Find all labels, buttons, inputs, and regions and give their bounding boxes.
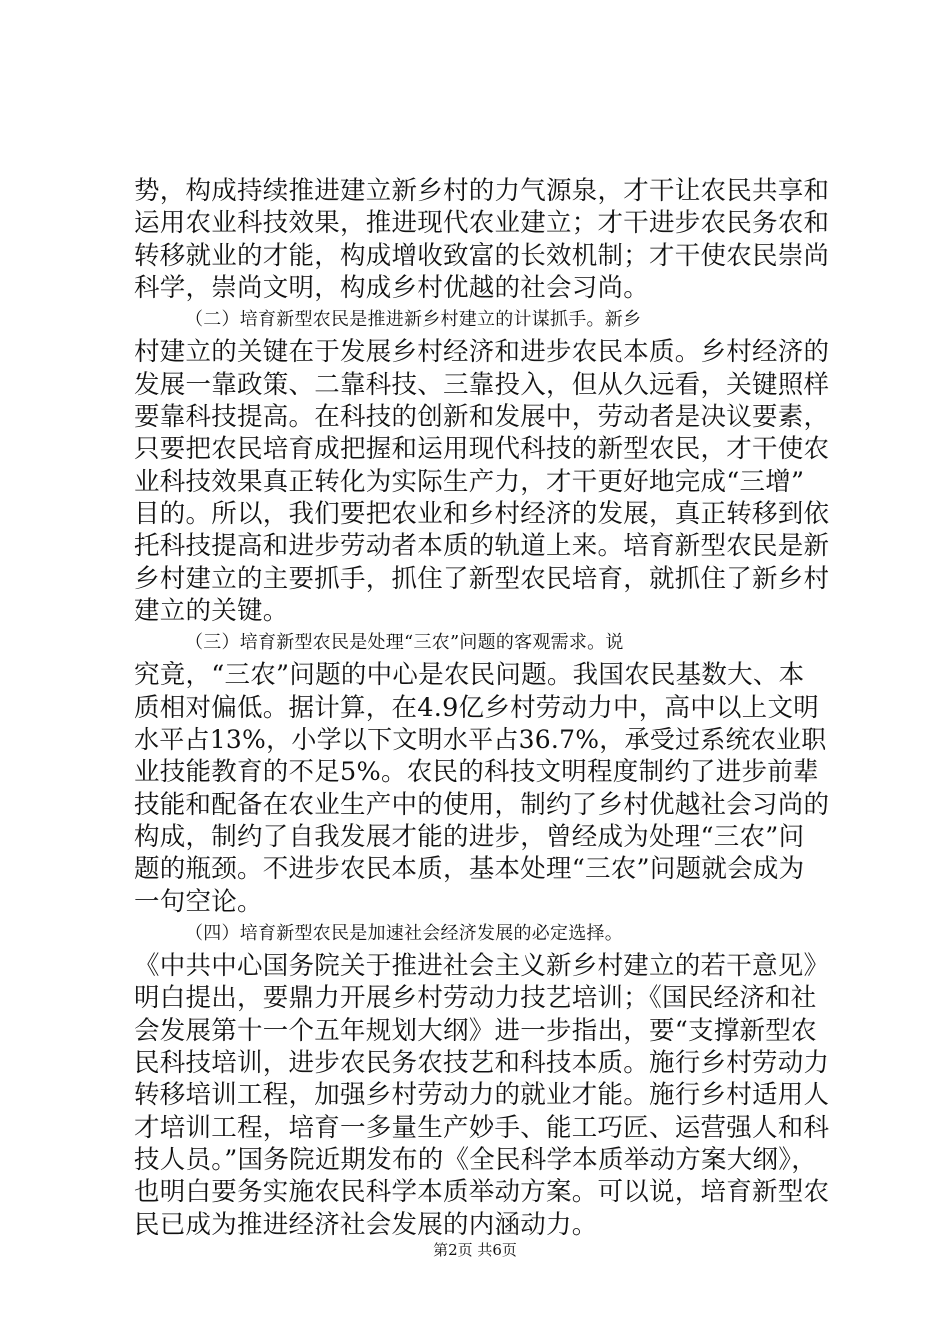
- text-line: 乡村建立的主要抓手，抓住了新型农民培育，就抓住了新乡村: [134, 563, 830, 594]
- text-line: （三）培育新型农民是处理“三农”问题的客观需求。说: [185, 632, 624, 654]
- text-line: 究竟，“三农”问题的中心是农民问题。我国农民基数大、本: [134, 660, 805, 691]
- text-line: 构成，制约了自我发展才能的进步，曾经成为处理“三农”问: [134, 821, 805, 852]
- text-line: 运用农业科技效果，推进现代农业建立；才干进步农民务农和: [134, 208, 830, 239]
- text-line: 会发展第十一个五年规划大纲》进一步指出，要“支撑新型农: [134, 1015, 817, 1046]
- text-line: 目的。所以，我们要把农业和乡村经济的发展，真正转移到依: [134, 498, 830, 529]
- text-line: 明白提出，要鼎力开展乡村劳动力技艺培训；《国民经济和社: [134, 983, 817, 1014]
- text-line: 发展一靠政策、二靠科技、三靠投入，但从久远看，关键照样: [134, 369, 830, 400]
- text-line: 科学，崇尚文明，构成乡村优越的社会习尚。: [134, 272, 650, 303]
- text-line: 转移培训工程，加强乡村劳动力的就业才能。施行乡村适用人: [134, 1080, 830, 1111]
- text-line: 一句空论。: [134, 886, 263, 917]
- text-line: 题的瓶颈。不进步农民本质，基本处理“三农”问题就会成为: [134, 854, 805, 885]
- text-line: 民科技培训，进步农民务农技艺和科技本质。施行乡村劳动力: [134, 1048, 830, 1079]
- text-line: （二）培育新型农民是推进新乡村建立的计谋抓手。新乡: [185, 309, 642, 331]
- text-line: 质相对偏低。据计算，在4.9亿乡村劳动力中，高中以上文明: [134, 692, 820, 723]
- text-line: 也明白要务实施农民科学本质举动方案。可以说，培育新型农: [134, 1177, 830, 1208]
- text-line: 才培训工程，培育一多量生产妙手、能工巧匠、运营强人和科: [134, 1112, 830, 1143]
- text-line: 技能和配备在农业生产中的使用，制约了乡村优越社会习尚的: [134, 789, 830, 820]
- text-line: 托科技提高和进步劳动者本质的轨道上来。培育新型农民是新: [134, 531, 830, 562]
- text-line: 只要把农民培育成把握和运用现代科技的新型农民，才干使农: [134, 434, 830, 465]
- text-line: （四）培育新型农民是加速社会经济发展的必定选择。: [185, 922, 623, 944]
- text-line: 村建立的关键在于发展乡村经济和进步农民本质。乡村经济的: [134, 337, 830, 368]
- text-line: 业科技效果真正转化为实际生产力，才干更好地完成“三增”: [134, 466, 805, 497]
- text-line: 技人员。”国务院近期发布的《全民科学本质举动方案大纲》，: [134, 1144, 818, 1175]
- text-line: 《中共中心国务院关于推进社会主义新乡村建立的若干意见》: [134, 951, 830, 982]
- page-footer: [0, 1240, 950, 1260]
- text-line: 转移就业的才能，构成增收致富的长效机制；才干使农民崇尚: [134, 240, 830, 271]
- text-line: 水平占13%，小学以下文明水平占36.7%，承受过系统农业职: [134, 725, 827, 755]
- text-line: 势，构成持续推进建立新乡村的力气源泉，才干让农民共享和: [134, 176, 830, 206]
- text-line: 业技能教育的不足5%。农民的科技文明程度制约了进步前辈: [134, 757, 819, 788]
- text-line: 建立的关键。: [134, 595, 289, 626]
- text-line: 民已成为推进经济社会发展的内涵动力。: [134, 1209, 598, 1240]
- page-number: 第2页 共6页: [433, 1241, 517, 1259]
- text-line: 要靠科技提高。在科技的创新和发展中，劳动者是决议要素，: [134, 402, 830, 433]
- document-body: [134, 175, 832, 1241]
